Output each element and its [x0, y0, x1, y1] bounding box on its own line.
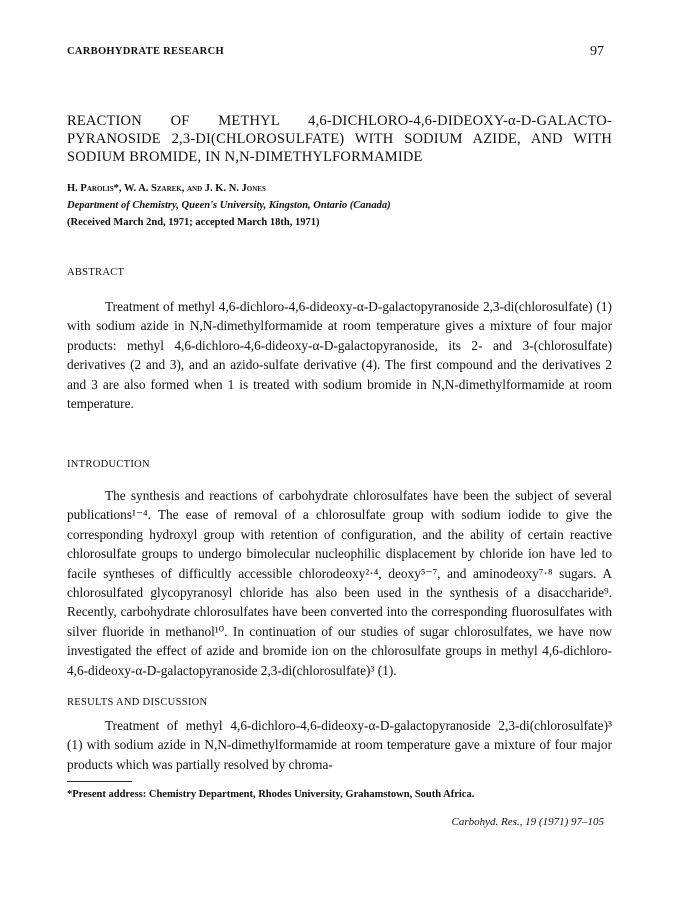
introduction-heading: INTRODUCTION [67, 459, 150, 470]
footnote: *Present address: Chemistry Department, Rhodes University, Grahamstown, South Africa. [67, 789, 475, 800]
journal-citation: Carbohyd. Res., 19 (1971) 97–105 [451, 816, 604, 828]
abstract-heading: ABSTRACT [67, 267, 125, 278]
journal-name: CARBOHYDRATE RESEARCH [67, 46, 224, 57]
page-number: 97 [590, 44, 604, 59]
results-text [67, 716, 612, 774]
results-paragraph: Treatment of methyl 4,6-dichloro-4,6-dideoxy-α-D-galactopyranoside 2,3-di(chlorosulfate)³ (1) with sodium azide in N,N-dimethylformamide at room temperature gave a mixture of four major products which was partially resolved by chroma- [67, 718, 612, 772]
authors: H. Parolis*, W. A. Szarek, and J. K. N. Jones [67, 183, 266, 194]
results-heading: RESULTS AND DISCUSSION [67, 697, 208, 708]
abstract-paragraph: Treatment of methyl 4,6-dichloro-4,6-dideoxy-α-D-galactopyranoside 2,3-di(chlorosulfate) (1) with sodium azide in N,N-dimethylformamide at room temperature gives a mixture of four major products: methyl 4,6-dichloro-4,6-dideoxy-α-D-galactopyranoside, its 2- and 3-(chlorosulfate) derivatives (2 and 3), and an azido-sulfate derivative (4). The first compound and the derivatives 2 and 3 are also formed when 1 is treated with sodium bromide in N,N-dimethylformamide at room temperature. [67, 299, 612, 412]
affiliation: Department of Chemistry, Queen's University, Kingston, Ontario (Canada) [67, 200, 391, 211]
footnote-divider [67, 781, 132, 782]
introduction-text [67, 486, 612, 680]
introduction-paragraph: The synthesis and reactions of carbohydrate chlorosulfates have been the subject of several publications¹⁻⁴. The ease of removal of a chlorosulfate group with sodium iodide to give the corresponding hydroxyl group with retention of configuration, and the ability of certain reactive chlorosulfate groups to undergo bimolecular nucleophilic displacement by chloride ion have led to facile syntheses of difficultly accessible chlorodeoxy²·⁴, deoxy⁵⁻⁷, and aminodeoxy⁷·⁸ sugars. A chlorosulfated glycopyranosyl chloride has also been used in the synthesis of a disaccharide⁹. Recently, carbohydrate chlorosulfates have been converted into the corresponding fluorosulfates with silver fluoride in methanol¹⁰. In continuation of our studies of sugar chlorosulfates, we have now investigated the effect of azide and bromide ion on the chlorosulfate groups in methyl 4,6-dichloro-4,6-dideoxy-α-D-galactopyranoside 2,3-di(chlorosulfate)³ (1). [67, 488, 612, 678]
received-dates: (Received March 2nd, 1971; accepted March 18th, 1971) [67, 217, 320, 228]
paper-title: REACTION OF METHYL 4,6-DICHLORO-4,6-DIDEOXY-α-D-GALACTO-PYRANOSIDE 2,3-DI(CHLOROSULFATE) WITH SODIUM AZIDE, AND WITH SODIUM BROMIDE, IN N,N-DIMETHYLFORMAMIDE [67, 113, 612, 165]
abstract-text [67, 297, 612, 413]
